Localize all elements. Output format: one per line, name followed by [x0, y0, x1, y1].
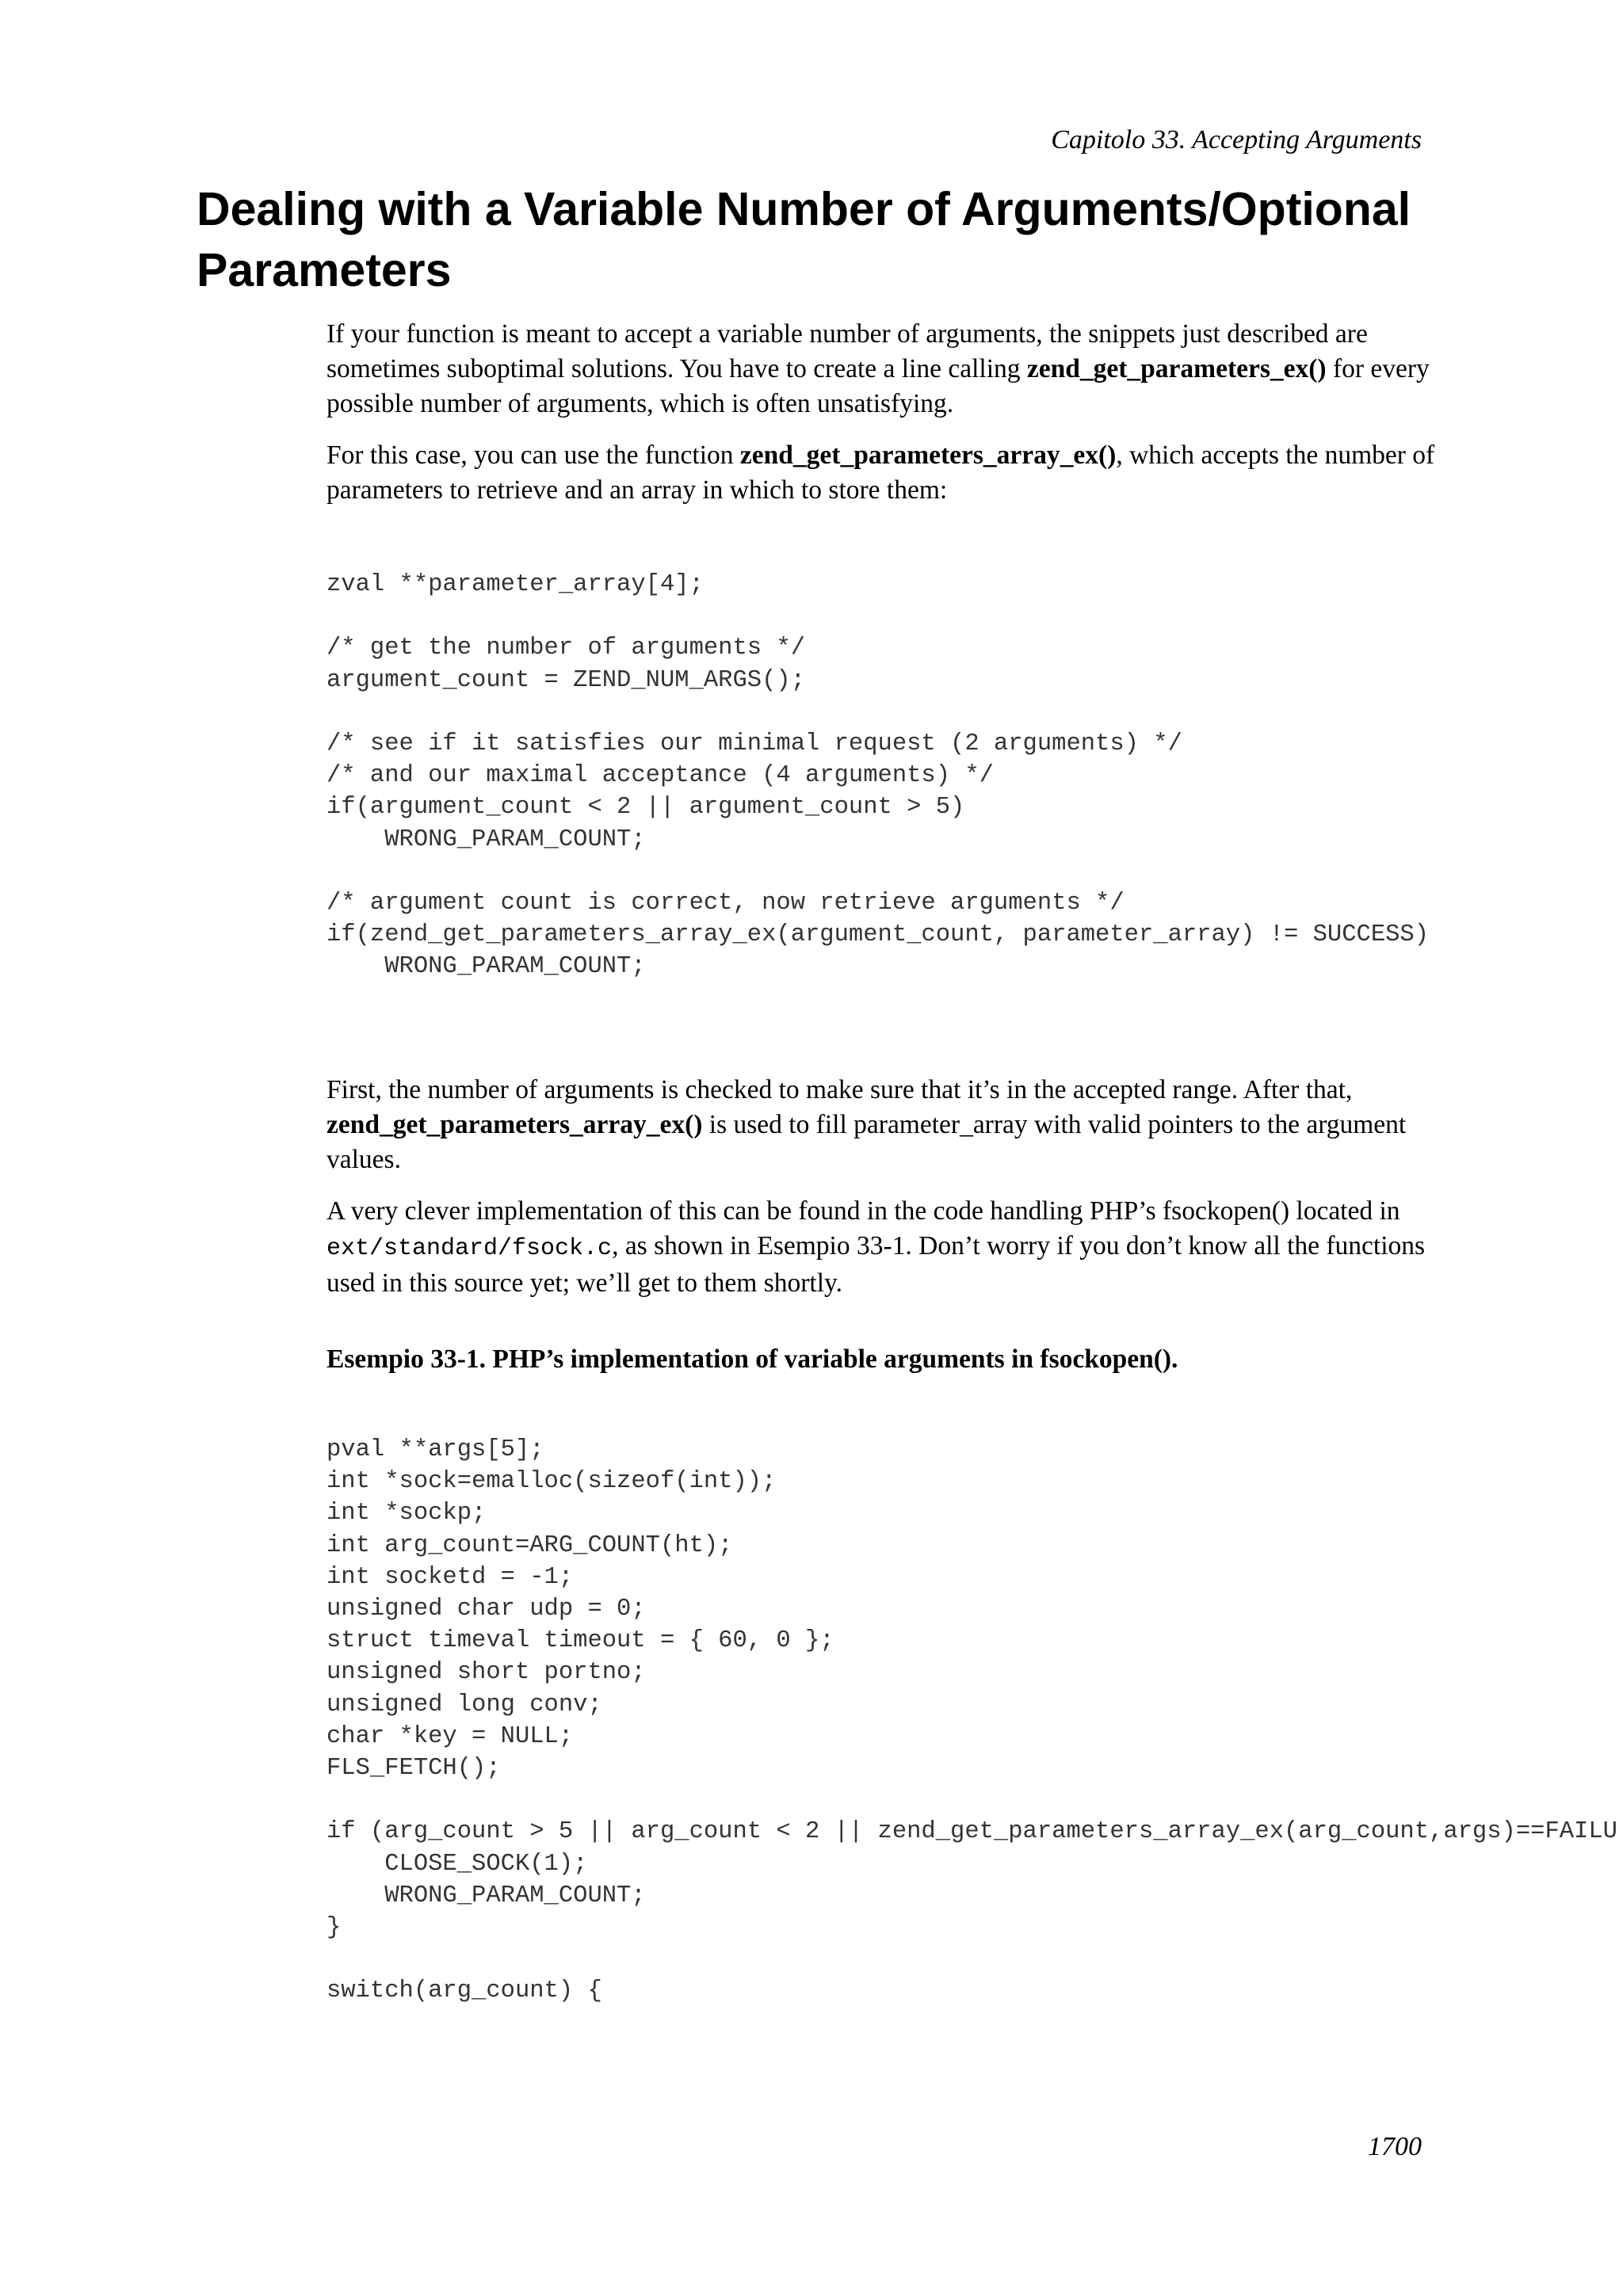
- explanation-text-3b: is used to fill parameter_array with valid pointers to the argument values.: [327, 1110, 1407, 1174]
- intro-text-2b: , which accepts the number of parameters to retrieve and an array in which to store them:: [327, 441, 1435, 505]
- intro-paragraph-1: [327, 317, 1436, 421]
- function-name-zend-get-parameters-ex: zend_get_parameters_ex(): [1026, 354, 1327, 383]
- section-title: Dealing with a Variable Number of Arguments/Optional Parameters: [197, 183, 1411, 296]
- page-number: 1700: [1368, 2132, 1422, 2161]
- function-name-zend-get-parameters-array-ex: zend_get_parameters_array_ex(): [739, 441, 1117, 470]
- explanation-text-3a: First, the number of arguments is checked to make sure that it’s in the accepted range. After that,: [327, 1075, 1353, 1104]
- intro-text-2a: For this case, you can use the function: [327, 441, 740, 470]
- code-listing-parameter-array: zval **parameter_array[4]; /* get the number of arguments */ argument_count = ZEND_NUM_ARGS(); /* see if it satisfies our minimal request (2 arguments) */ /* and our maximal acceptance (4 arguments) */ if(argument_count < 2 || argument_count > 5) WRONG_PARAM_COUNT; /* argument count is correct, now retrieve arguments */ if(zend_get_parameters_array_ex(argument_count, parameter_array) != SUCCESS) WRONG_PARAM_COUNT;: [327, 571, 1430, 981]
- function-name-zend-get-parameters-array-ex-2: zend_get_parameters_array_ex(): [327, 1110, 703, 1139]
- intro-text-1a: If your function is meant to accept a variable number of arguments, the snippets just described are sometimes suboptimal solutions. You have to create a line calling: [327, 319, 1368, 383]
- code-listing-fsockopen: pval **args[5]; int *sock=emalloc(sizeof(int)); int *sockp; int arg_count=ARG_COUNT(ht); int socketd = -1; unsigned char udp = 0; struct timeval timeout = { 60, 0 }; unsigned short portno; unsigned long conv; char *key = NULL; FLS_FETCH(); if (arg_count > 5 || arg_count < 2 || zend_get_parameters_array_ex(arg_count,args)==FAILU CLOSE_SOCK(1); WRONG_PARAM_COUNT; } switch(arg_count) {: [327, 1436, 1617, 2005]
- explanation-paragraph-2: [327, 1194, 1436, 1301]
- file-path: ext/standard/fsock.c: [327, 1235, 613, 1262]
- intro-paragraph-2: [327, 438, 1436, 508]
- explanation-text-4b: , as shown in Esempio 33-1. Don’t worry if you don’t know all the functions used in this source yet; we’ll get to them shortly.: [327, 1231, 1426, 1298]
- example-caption: Esempio 33-1. PHP’s implementation of variable arguments in fsockopen().: [327, 1344, 1178, 1374]
- explanation-text-4a: A very clever implementation of this can be found in the code handling PHP’s fsockopen() located in: [327, 1196, 1400, 1226]
- running-header: Capitolo 33. Accepting Arguments: [1051, 125, 1422, 154]
- explanation-paragraph-1: [327, 1073, 1436, 1177]
- intro-text-1b: for every possible number of arguments, which is often unsatisfying.: [327, 354, 1430, 418]
